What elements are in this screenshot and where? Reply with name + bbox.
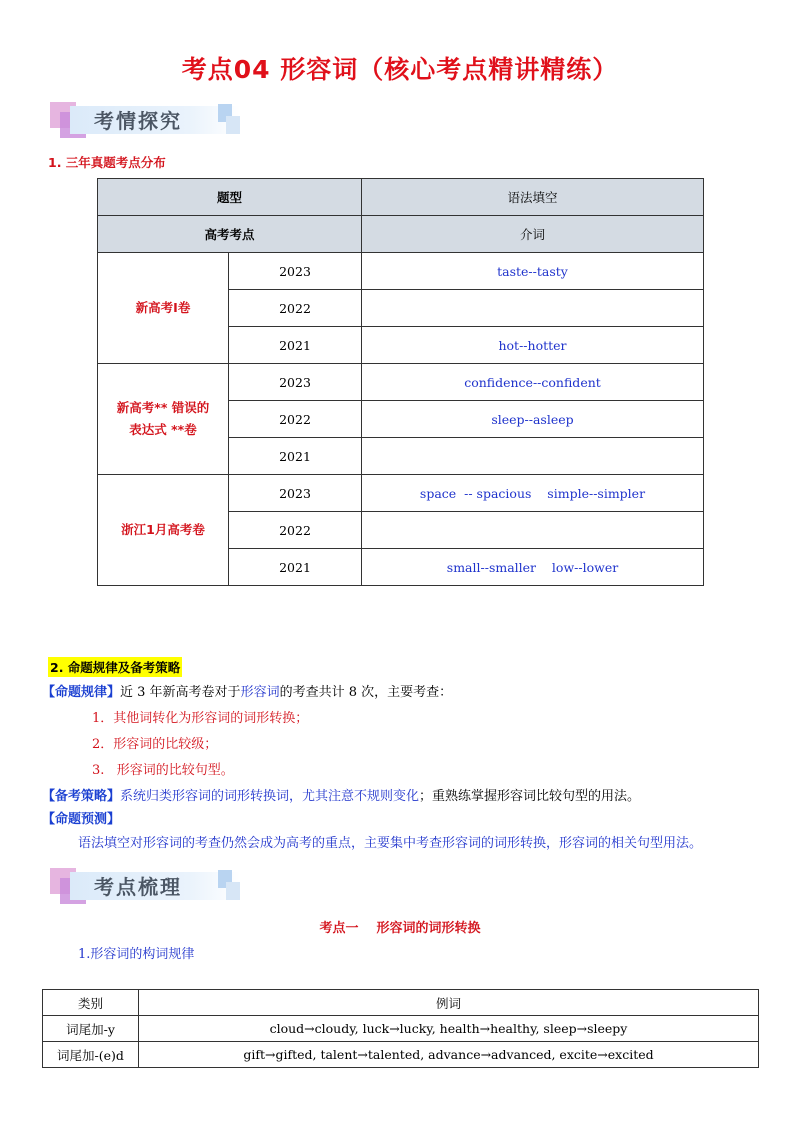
table-row bbox=[43, 1042, 759, 1068]
header-cell: 介词 bbox=[362, 216, 704, 253]
content-cell bbox=[362, 438, 704, 475]
content-cell bbox=[362, 512, 704, 549]
year-cell: 2022 bbox=[229, 401, 362, 438]
year-cell: 2023 bbox=[229, 253, 362, 290]
rule-keyword: 形容词 bbox=[240, 685, 280, 700]
header-cell: 语法填空 bbox=[362, 179, 704, 216]
section-banner-points bbox=[50, 866, 240, 906]
point-title: 考点一 形容词的词形转换 bbox=[319, 921, 481, 936]
word-formation-table bbox=[42, 989, 759, 1068]
example-cell: gift→gifted, talent→talented, advance→advanced, excite→excited bbox=[139, 1042, 759, 1068]
page-title: 考点04 形容词（核心考点精讲精练） bbox=[181, 55, 619, 84]
content-cell: sleep--asleep bbox=[362, 401, 704, 438]
example-cell: cloud→cloudy, luck→lucky, health→healthy, sleep→sleepy bbox=[139, 1016, 759, 1042]
table-row bbox=[98, 253, 704, 290]
year-cell: 2021 bbox=[229, 438, 362, 475]
forecast-tag: 【命题预测】 bbox=[42, 812, 121, 827]
year-cell: 2021 bbox=[229, 327, 362, 364]
rule-item: 2．形容词的比较级； bbox=[92, 737, 218, 752]
exam-label-cell: 浙江1月高考卷 bbox=[98, 475, 229, 586]
content-cell: taste--tasty bbox=[362, 253, 704, 290]
banner-title: 考点梳理 bbox=[94, 875, 182, 899]
table-header-row bbox=[43, 990, 759, 1016]
content-cell: hot--hotter bbox=[362, 327, 704, 364]
strategy-tag: 【备考策略】 bbox=[42, 789, 121, 804]
forecast-text: 语法填空对形容词的考查仍然会成为高考的重点，主要集中考查形容词的词形转换，形容词的相关句型用法。 bbox=[78, 836, 703, 851]
year-cell: 2021 bbox=[229, 549, 362, 586]
year-cell: 2023 bbox=[229, 475, 362, 512]
section-heading-distribution: 1. 三年真题考点分布 bbox=[48, 155, 166, 170]
rule-item: 3. 形容词的比较句型。 bbox=[92, 763, 234, 778]
section-heading-strategy: 2. 命题规律及备考策略 bbox=[48, 657, 182, 677]
strategy-text: ；重熟练掌握形容词比较句型的用法。 bbox=[419, 789, 641, 804]
exam-label-cell: 新高考I卷 bbox=[98, 253, 229, 364]
header-cell: 例词 bbox=[139, 990, 759, 1016]
banner-title: 考情探究 bbox=[94, 109, 182, 133]
table-header-row bbox=[98, 216, 704, 253]
exam-label-cell bbox=[98, 364, 229, 475]
category-cell: 词尾加-(e)d bbox=[43, 1042, 139, 1068]
rule-text: 近 3 年新高考卷对于 bbox=[120, 685, 241, 700]
table-row bbox=[43, 1016, 759, 1042]
table-row bbox=[98, 364, 704, 401]
year-cell: 2022 bbox=[229, 290, 362, 327]
content-cell: small--smaller low--lower bbox=[362, 549, 704, 586]
strategy-text: 系统归类形容词的词形转换词，尤其注意不规则变化 bbox=[120, 789, 420, 804]
header-cell: 高考考点 bbox=[98, 216, 362, 253]
exam-label-line: 表达式 **卷 bbox=[129, 422, 197, 437]
year-cell: 2022 bbox=[229, 512, 362, 549]
content-cell bbox=[362, 290, 704, 327]
rule-tag: 【命题规律】 bbox=[42, 685, 121, 700]
header-cell: 类别 bbox=[43, 990, 139, 1016]
exam-distribution-table bbox=[97, 178, 704, 586]
header-cell: 题型 bbox=[98, 179, 362, 216]
exam-label-line: 新高考** 错误的 bbox=[116, 400, 210, 415]
content-cell: confidence--confident bbox=[362, 364, 704, 401]
table-header-row bbox=[98, 179, 704, 216]
rule-paragraph bbox=[42, 683, 452, 703]
point-subtitle: 1.形容词的构词规律 bbox=[78, 947, 195, 962]
content-cell: space -- spacious simple--simpler bbox=[362, 475, 704, 512]
rule-text: 的考查共计 8 次，主要考查： bbox=[279, 685, 453, 700]
category-cell: 词尾加-y bbox=[43, 1016, 139, 1042]
year-cell: 2023 bbox=[229, 364, 362, 401]
section-banner-exam-analysis bbox=[50, 100, 240, 140]
forecast-heading bbox=[42, 810, 120, 830]
banner-decor-block bbox=[226, 116, 240, 134]
table-row bbox=[98, 475, 704, 512]
banner-decor-block bbox=[226, 882, 240, 900]
strategy-paragraph bbox=[42, 787, 640, 807]
rule-item: 1．其他词转化为形容词的词形转换； bbox=[92, 711, 309, 726]
